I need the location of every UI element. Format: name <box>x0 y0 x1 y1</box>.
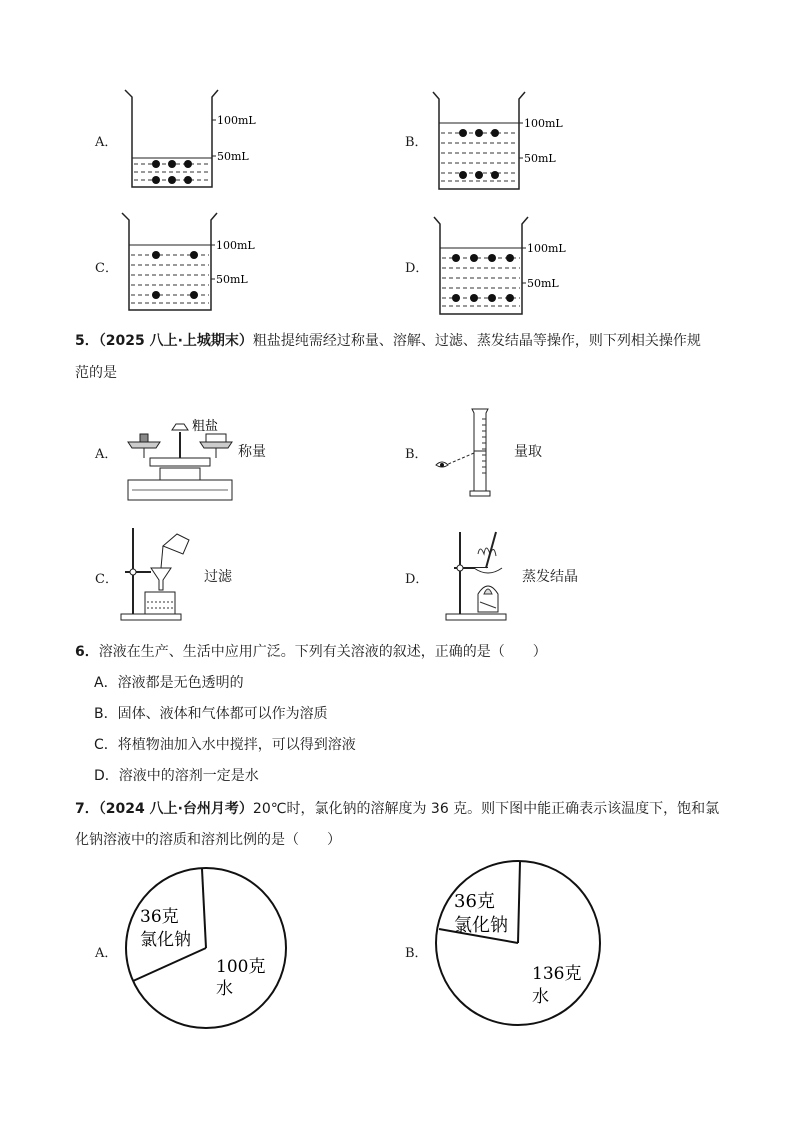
option-letter: D． <box>405 572 429 587</box>
option-caption: 蒸发结晶 <box>522 569 578 585</box>
question-5-stem <box>75 331 735 383</box>
question-number: 7． <box>75 801 99 817</box>
mark-50ml: 50mL <box>217 150 249 163</box>
solvent-amount: 136克 <box>532 964 582 984</box>
option-a: A．溶液都是无色透明的 <box>94 675 244 691</box>
option-letter: B． <box>405 135 428 150</box>
option-caption: 称量 <box>238 444 266 460</box>
option-letter: A． <box>95 135 118 150</box>
mark-50ml: 50mL <box>524 152 556 165</box>
option-caption: 过滤 <box>204 569 232 585</box>
beaker-figure-a <box>120 85 260 195</box>
solvent-name: 水 <box>532 987 549 1007</box>
option-d: D．溶液中的溶剂一定是水 <box>94 768 259 784</box>
question-source: （2025 八上·上城期末） <box>98 333 253 349</box>
option-letter: D． <box>405 261 429 276</box>
option-letter: A． <box>95 946 118 961</box>
beaker-figure-c <box>118 208 258 318</box>
question-source: （2024 八上·台州月考） <box>98 801 253 817</box>
option-letter: B． <box>405 946 428 961</box>
filtration-figure <box>115 524 195 624</box>
mark-50ml: 50mL <box>527 277 559 290</box>
stem-text: 20℃时，氯化钠的溶解度为 36 克。则下图中能正确表示该温度下，饱和氯 <box>252 801 720 817</box>
stem-text: 粗盐提纯需经过称量、溶解、过滤、蒸发结晶等操作，则下列相关操作规 <box>252 333 701 349</box>
option-letter: C． <box>95 261 118 276</box>
solute-name: 氯化钠 <box>140 930 191 950</box>
balance-figure <box>120 412 240 504</box>
option-letter: A． <box>95 447 118 462</box>
question-6 <box>75 642 735 786</box>
evaporation-figure <box>440 524 520 624</box>
pie-chart-a <box>118 866 296 1030</box>
beaker-figure-b <box>428 87 568 197</box>
question-number: 5． <box>75 333 99 349</box>
option-letter: B． <box>405 447 428 462</box>
stem-text-cont: 化钠溶液中的溶质和溶剂比例的是（ ） <box>75 832 341 848</box>
label-cu-salt: 粗盐 <box>192 419 219 434</box>
mark-100ml: 100mL <box>527 242 566 255</box>
mark-50ml: 50mL <box>216 273 248 286</box>
solute-name: 氯化钠 <box>454 915 508 936</box>
question-7-stem <box>75 799 735 850</box>
mark-100ml: 100mL <box>524 117 563 130</box>
solvent-name: 水 <box>216 979 233 999</box>
measuring-cylinder-figure <box>430 405 500 500</box>
stem-text-cont: 范的是 <box>75 365 117 381</box>
beaker-figure-d <box>430 212 570 322</box>
mark-100ml: 100mL <box>216 239 255 252</box>
solute-amount: 36克 <box>140 907 179 927</box>
solvent-amount: 100克 <box>216 957 266 977</box>
stem-text: 溶液在生产、生活中应用广泛。下列有关溶液的叙述，正确的是（ ） <box>98 644 547 660</box>
option-caption: 量取 <box>514 444 542 460</box>
option-c: C．将植物油加入水中搅拌，可以得到溶液 <box>94 737 356 753</box>
question-number: 6． <box>75 644 99 660</box>
option-letter: C． <box>95 572 118 587</box>
mark-100ml: 100mL <box>217 114 256 127</box>
pie-chart-b <box>428 859 610 1027</box>
option-b: B．固体、液体和气体都可以作为溶质 <box>94 706 328 722</box>
solute-amount: 36克 <box>454 891 495 912</box>
